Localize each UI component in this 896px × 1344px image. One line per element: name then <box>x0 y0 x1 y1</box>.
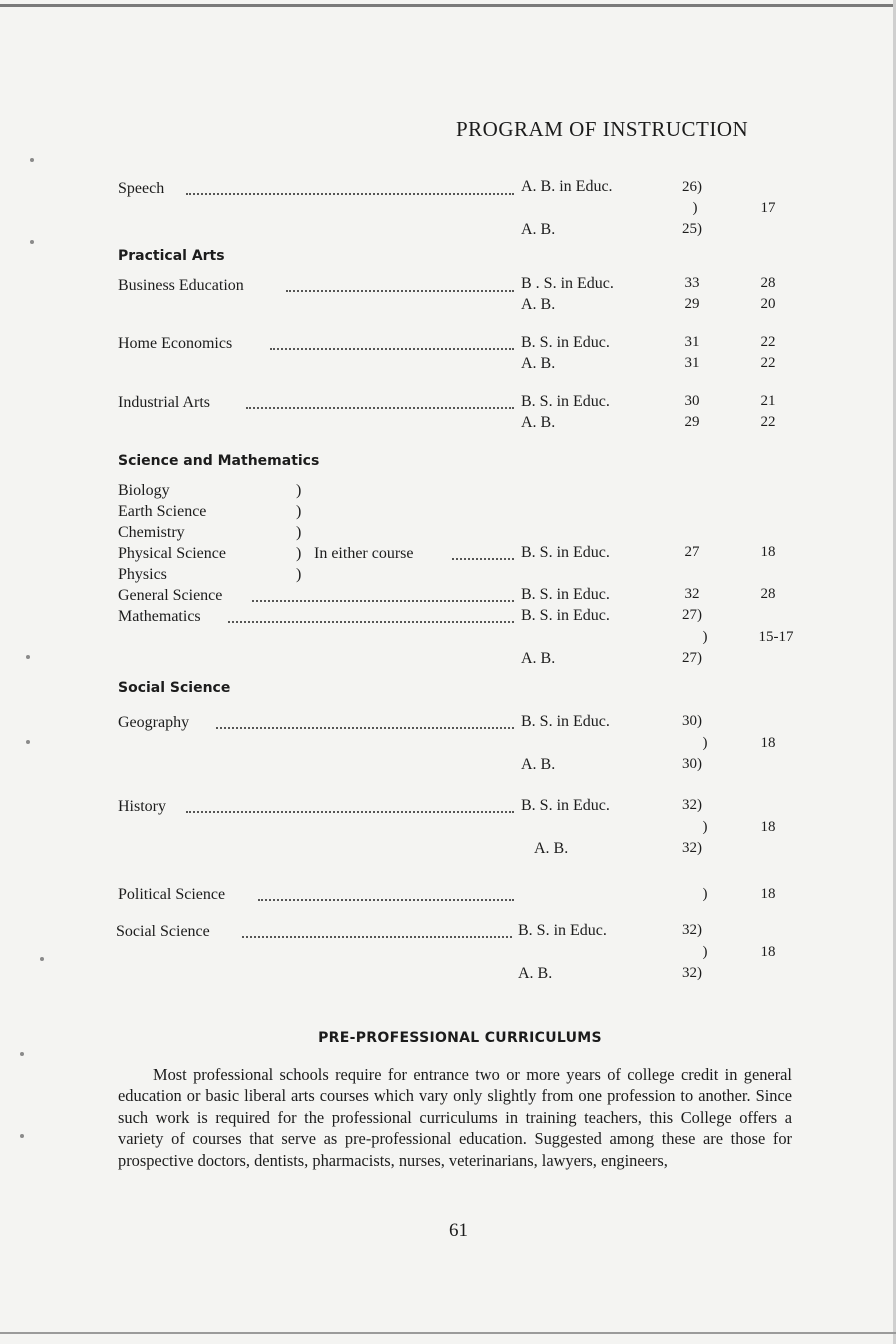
degree-business-1: B . S. in Educ. <box>521 275 614 292</box>
hours-speech-2: 25) <box>682 221 702 237</box>
bracket-speech: ) <box>692 200 698 216</box>
hours-geography-2: 30) <box>682 756 702 772</box>
hours-general-science: 32 <box>684 586 700 602</box>
scan-speck <box>20 1052 24 1056</box>
degree-geography-1: B. S. in Educ. <box>521 713 610 730</box>
scan-bottom-border <box>0 1332 896 1334</box>
hours-geography-1: 30) <box>682 713 702 729</box>
hours-social-1: 32) <box>682 922 702 938</box>
bracket-social: ) <box>702 944 708 960</box>
hours-history-2: 32) <box>682 840 702 856</box>
hours-speech-1: 26) <box>682 179 702 195</box>
hours-business-1: 33 <box>684 275 700 291</box>
pre-professional-heading: PRE-PROFESSIONAL CURRICULUMS <box>318 1030 602 1046</box>
bracket: ) <box>296 482 302 499</box>
hours-industrial-2: 29 <box>684 414 700 430</box>
bracket-geography: ) <box>702 735 708 751</box>
hours-home-2: 31 <box>684 355 700 371</box>
course-label-speech: Speech <box>118 180 165 197</box>
total-industrial-1: 21 <box>760 393 776 409</box>
course-label-geography: Geography <box>118 714 190 731</box>
degree-history-1: B. S. in Educ. <box>521 797 610 814</box>
degree-mathematics-2: A. B. <box>521 650 556 667</box>
total-speech: 17 <box>760 200 776 216</box>
dot-leader <box>252 598 514 602</box>
total-home-1: 22 <box>760 334 776 350</box>
course-label-business-education: Business Education <box>118 277 244 294</box>
course-label-general-science: General Science <box>118 587 223 604</box>
pre-professional-paragraph: Most professional schools require for entrance two or more years of college credit in general education or basic liberal arts courses which vary only slightly from one profession to another. Since such work is required for the professional curriculums in training teachers, this College offers a variety of courses that serve as pre-professional education. Suggested among these are those for prospective doctors, dentists, pharmacists, nurses, veterinarians, lawyers, engineers, <box>118 1065 792 1170</box>
total-history: 18 <box>760 819 776 835</box>
bracket-political: ) <box>702 886 708 902</box>
total-political-science: 18 <box>760 886 776 902</box>
course-label-social-science: Social Science <box>116 923 210 940</box>
dot-leader <box>242 934 512 938</box>
total-home-2: 22 <box>760 355 776 371</box>
degree-general-science: B. S. in Educ. <box>521 586 610 603</box>
dot-leader <box>258 897 514 901</box>
bracket: ) <box>296 503 302 520</box>
course-label-industrial-arts: Industrial Arts <box>118 394 210 411</box>
degree-sciences: B. S. in Educ. <box>521 544 610 561</box>
degree-social-2: A. B. <box>518 965 553 982</box>
course-label-mathematics: Mathematics <box>118 608 201 625</box>
degree-speech-2: A. B. <box>521 221 556 238</box>
total-mathematics: 15-17 <box>758 629 794 645</box>
hours-history-1: 32) <box>682 797 702 813</box>
degree-business-2: A. B. <box>521 296 556 313</box>
section-heading-practical-arts: Practical Arts <box>118 248 225 264</box>
course-label-home-economics: Home Economics <box>118 335 233 352</box>
total-industrial-2: 22 <box>760 414 776 430</box>
scan-speck <box>26 655 30 659</box>
dot-leader <box>452 556 514 560</box>
section-heading-science-math: Science and Mathematics <box>118 453 320 469</box>
degree-industrial-1: B. S. in Educ. <box>521 393 610 410</box>
degree-speech-1: A. B. in Educ. <box>521 178 613 195</box>
page-title: PROGRAM OF INSTRUCTION <box>456 117 749 141</box>
bracket: ) <box>296 566 302 583</box>
dot-leader <box>186 191 514 195</box>
degree-industrial-2: A. B. <box>521 414 556 431</box>
course-label-chemistry: Chemistry <box>118 524 185 541</box>
degree-home-1: B. S. in Educ. <box>521 334 610 351</box>
degree-social-1: B. S. in Educ. <box>518 922 607 939</box>
page-number: 61 <box>449 1220 468 1241</box>
bracket: ) <box>296 524 302 541</box>
total-social-science: 18 <box>760 944 776 960</box>
degree-home-2: A. B. <box>521 355 556 372</box>
hours-business-2: 29 <box>684 296 700 312</box>
either-course-note: In either course <box>314 545 414 562</box>
dot-leader <box>228 619 514 623</box>
total-general-science: 28 <box>760 586 776 602</box>
scan-speck <box>40 957 44 961</box>
hours-mathematics-2: 27) <box>682 650 702 666</box>
total-business-1: 28 <box>760 275 776 291</box>
scan-speck <box>30 240 34 244</box>
scan-top-border <box>0 4 896 7</box>
bracket-history: ) <box>702 819 708 835</box>
course-label-physical-science: Physical Science <box>118 545 226 562</box>
dot-leader <box>286 288 514 292</box>
dot-leader <box>216 725 514 729</box>
degree-history-2: A. B. <box>534 840 569 857</box>
scan-speck <box>26 740 30 744</box>
course-label-earth-science: Earth Science <box>118 503 207 520</box>
course-label-physics: Physics <box>118 566 167 583</box>
course-label-biology: Biology <box>118 482 170 499</box>
total-business-2: 20 <box>760 296 776 312</box>
dot-leader <box>270 346 514 350</box>
course-label-history: History <box>118 798 166 815</box>
hours-mathematics-1: 27) <box>682 607 702 623</box>
hours-industrial-1: 30 <box>684 393 700 409</box>
section-heading-social-science: Social Science <box>118 680 231 696</box>
course-label-political-science: Political Science <box>118 886 226 903</box>
hours-social-2: 32) <box>682 965 702 981</box>
hours-home-1: 31 <box>684 334 700 350</box>
degree-geography-2: A. B. <box>521 756 556 773</box>
scan-speck <box>30 158 34 162</box>
dot-leader <box>246 405 514 409</box>
total-sciences: 18 <box>760 544 776 560</box>
dot-leader <box>186 809 514 813</box>
scan-speck <box>20 1134 24 1138</box>
bracket-mathematics: ) <box>702 629 708 645</box>
degree-mathematics-1: B. S. in Educ. <box>521 607 610 624</box>
total-geography: 18 <box>760 735 776 751</box>
hours-sciences: 27 <box>684 544 700 560</box>
bracket: ) <box>296 545 302 562</box>
